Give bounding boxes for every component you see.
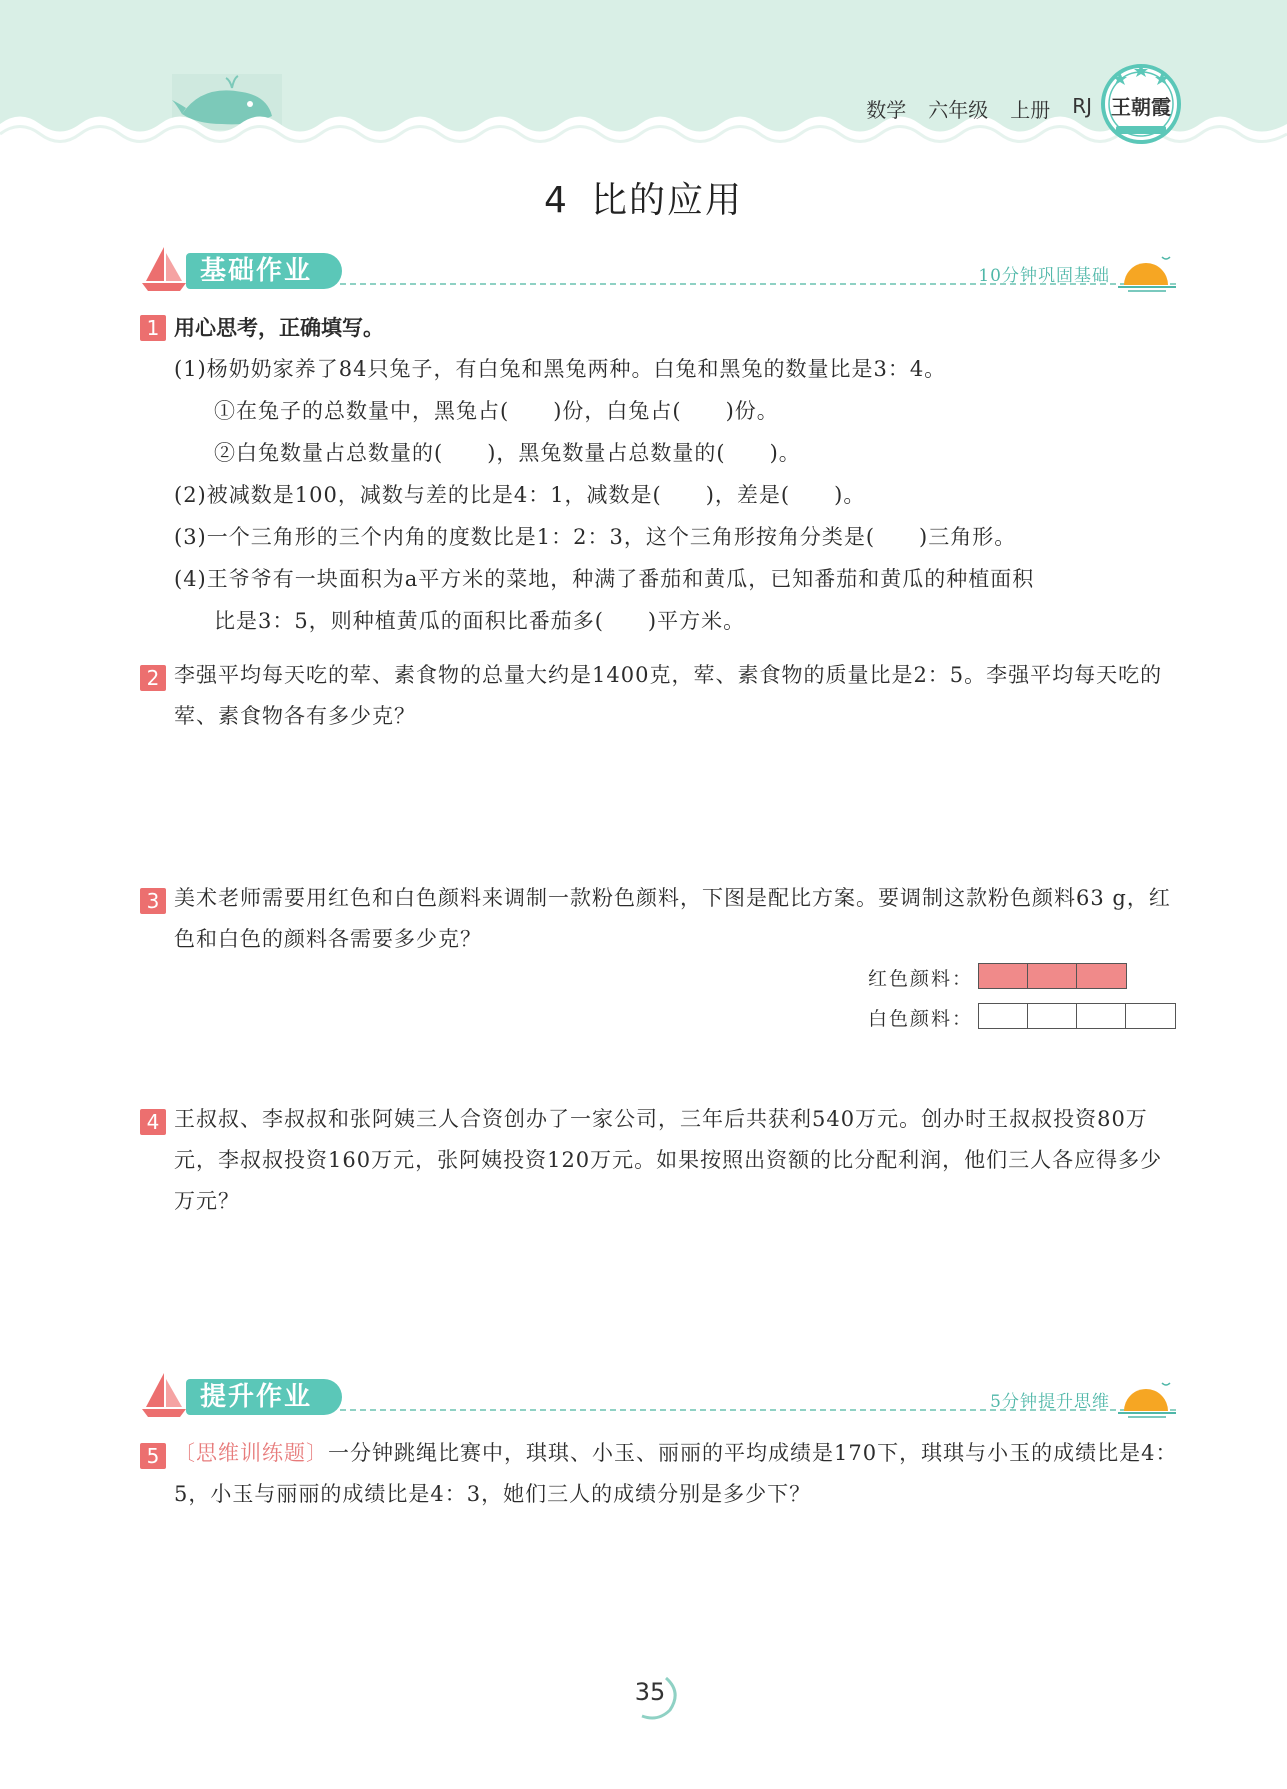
bar-cell — [1028, 1004, 1077, 1028]
question-1-head — [140, 312, 384, 344]
bar-cell — [1028, 964, 1077, 988]
question-number-badge: 4 — [140, 1109, 166, 1135]
subject-label: 数学 — [866, 98, 907, 122]
section-header-basic — [140, 243, 1176, 303]
q1-part-4b: 比是3：5，则种植黄瓜的面积比番茄多( )平方米。 — [214, 609, 746, 633]
svg-text:王朝霞: 王朝霞 — [1111, 95, 1171, 119]
page-title — [0, 172, 1287, 223]
q1-part-3: (3)一个三角形的三个内角的度数比是1：2：3，这个三角形按角分类是( )三角形。 — [174, 525, 1017, 549]
question-5-body — [174, 1433, 1179, 1515]
question-5-text: 一分钟跳绳比赛中，琪琪、小玉、丽丽的平均成绩是170下，琪琪与小玉的成绩比是4：5，小玉与丽丽的成绩比是4：3，她们三人的成绩分别是多少下？ — [174, 1441, 1178, 1506]
section-hint-basic: 10分钟巩固基础 — [978, 266, 1110, 286]
question-3-text: 美术老师需要用红色和白色颜料来调制一款粉色颜料，下图是配比方案。要调制这款粉色颜料63 g，红色和白色的颜料各需要多少克？ — [174, 886, 1171, 951]
page-number — [622, 1672, 682, 1722]
bar-cell — [1126, 1004, 1175, 1028]
sailboat-icon — [140, 243, 188, 295]
red-paint-bar — [978, 963, 1127, 989]
grade-label: 六年级 — [928, 98, 989, 122]
question-number-badge: 2 — [140, 665, 166, 691]
title-text: 比的应用 — [590, 180, 743, 221]
question-3-head — [140, 885, 174, 914]
question-2-text: 李强平均每天吃的荤、素食物的总量大约是1400克，荤、素食物的质量比是2：5。李强平均每天吃的荤、素食物各有多少克？ — [174, 663, 1163, 728]
question-4-head — [140, 1106, 174, 1135]
question-5-head — [140, 1440, 174, 1469]
bar-cell — [979, 1004, 1028, 1028]
white-paint-bar — [978, 1003, 1176, 1029]
q1-part-4a: (4)王爷爷有一块面积为a平方米的菜地，种满了番茄和黄瓜，已知番茄和黄瓜的种植面积 — [174, 567, 1035, 591]
sunrise-icon — [1118, 1379, 1176, 1419]
question-4-text: 王叔叔、李叔叔和张阿姨三人合资创办了一家公司，三年后共获利540万元。创办时王叔叔投资80万元，李叔叔投资160万元，张阿姨投资120万元。如果按照出资额的比分配利润，他们三人各应得多少万元？ — [174, 1107, 1163, 1213]
question-1-title: 用心思考，正确填写。 — [174, 316, 384, 340]
brand-badge-logo — [1098, 58, 1184, 146]
page-number-text: 35 — [634, 1678, 666, 1706]
book-info — [866, 94, 1092, 123]
question-5-tag: 〔思维训练题〕 — [174, 1441, 328, 1465]
q1-part-1a: ①在兔子的总数量中，黑兔占( )份，白兔占( )份。 — [214, 399, 779, 423]
bar-cell — [1077, 964, 1126, 988]
question-number-badge: 5 — [140, 1443, 166, 1469]
question-number-badge: 1 — [140, 315, 166, 341]
section-hint-advanced: 5分钟提升思维 — [990, 1392, 1110, 1412]
section-label-advanced: 提升作业 — [186, 1379, 342, 1415]
section-label-basic: 基础作业 — [186, 253, 342, 289]
q1-part-1b: ②白兔数量占总数量的( )，黑兔数量占总数量的( )。 — [214, 441, 801, 465]
header-band — [0, 0, 1287, 150]
bar-cell — [1077, 1004, 1126, 1028]
section-header-advanced — [140, 1369, 1176, 1429]
edition-label: RJ — [1072, 94, 1092, 118]
question-2-head — [140, 662, 174, 691]
q1-part-1: (1)杨奶奶家养了84只兔子，有白兔和黑兔两种。白兔和黑兔的数量比是3：4。 — [174, 357, 947, 381]
red-paint-label: 红色颜料： — [868, 968, 974, 990]
header-wave — [0, 104, 1287, 150]
q1-part-2: (2)被减数是100，减数与差的比是4：1，减数是( )，差是( )。 — [174, 483, 866, 507]
bar-cell — [979, 964, 1028, 988]
volume-label: 上册 — [1010, 98, 1051, 122]
question-number-badge: 3 — [140, 888, 166, 914]
sunrise-icon — [1118, 253, 1176, 293]
sailboat-icon — [140, 1369, 188, 1421]
white-paint-label: 白色颜料： — [868, 1008, 974, 1030]
title-number: 4 — [544, 180, 569, 221]
